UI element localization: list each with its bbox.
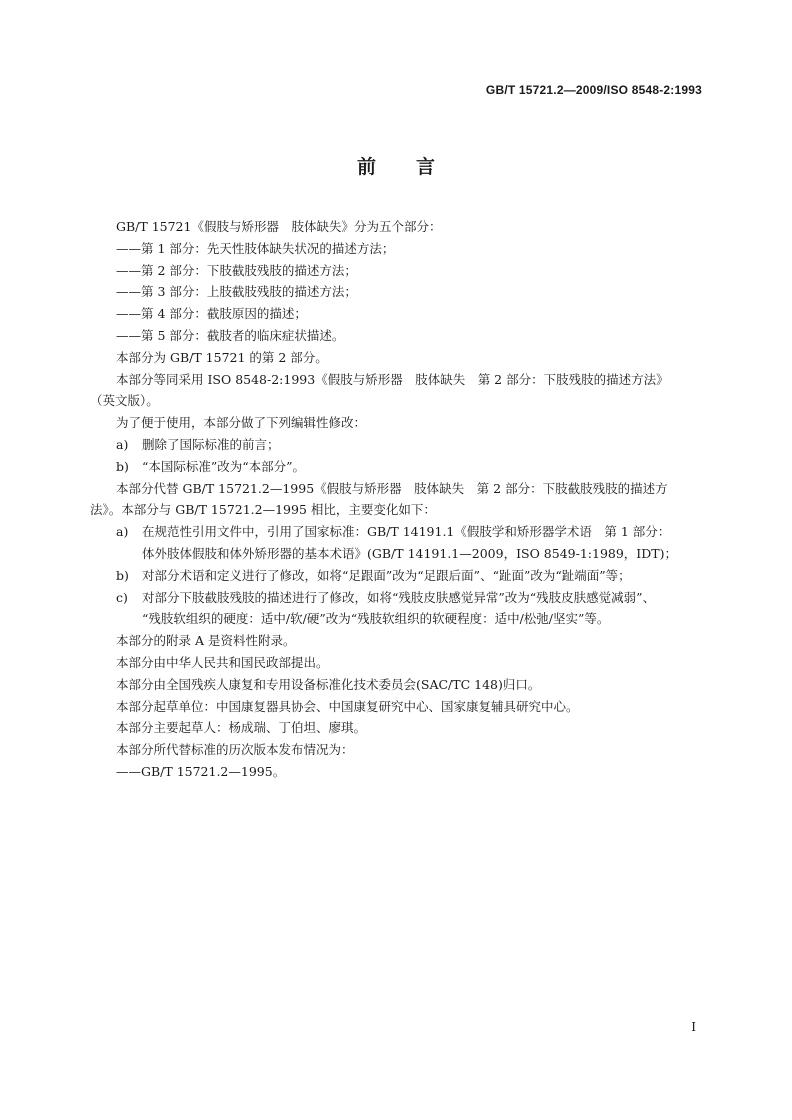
paragraph: 本部分所代替标准的历次版本发布情况为：: [116, 742, 354, 758]
paragraph: 本部分由中华人民共和国民政部提出。: [116, 654, 329, 670]
paragraph: 为了便于使用，本部分做了下列编辑性修改：: [116, 415, 367, 431]
list-marker: a): [116, 436, 129, 452]
foreword-body: [90, 216, 710, 783]
list-item-continuation: 体外肢体假肢和体外矫形器的基本术语》(GB/T 14191.1—2009，ISO 8549-1:1989，IDT)；: [142, 545, 677, 561]
list-item-text: 对部分下肢截肢残肢的描述进行了修改，如将“残肢皮肤感觉异常”改为“残肢皮肤感觉减弱”、: [142, 589, 656, 605]
list-item: ——第 3 部分：上肢截肢残肢的描述方法；: [116, 284, 357, 300]
list-marker: b): [116, 567, 129, 583]
list-item-text: 在规范性引用文件中，引用了国家标准：GB/T 14191.1《假肢学和矫形器学术语 第 1 部分：: [142, 524, 671, 540]
list-item: [90, 587, 710, 609]
list-item: ——第 4 部分：截肢原因的描述；: [116, 306, 307, 322]
standard-code-header: GB/T 15721.2—2009/ISO 8548-2:1993: [485, 83, 702, 97]
list-item: [90, 434, 710, 456]
paragraph: 本部分为 GB/T 15721 的第 2 部分。: [116, 349, 328, 365]
list-item: ——第 1 部分：先天性肢体缺失状况的描述方法；: [116, 240, 395, 256]
list-item-text: “本国际标准”改为“本部分”。: [142, 458, 306, 474]
paragraph: 本部分主要起草人：杨成瑞、丁伯坦、廖琪。: [116, 720, 367, 736]
list-marker: c): [116, 589, 128, 605]
paragraph: 本部分由全国残疾人康复和专用设备标准化技术委员会(SAC/TC 148)归口。: [116, 676, 541, 692]
list-marker: b): [116, 458, 129, 474]
list-item-text: 对部分术语和定义进行了修改，如将“足跟面”改为“足跟后面”、“趾面”改为“趾端面”等；: [142, 567, 631, 583]
list-item: ——GB/T 15721.2—1995。: [116, 763, 286, 779]
list-marker: a): [116, 524, 129, 540]
paragraph-continuation: 法》。本部分与 GB/T 15721.2—1995 相比，主要变化如下：: [90, 502, 436, 518]
list-item-continuation: “残肢软组织的硬度：适中/软/硬”改为“残肢软组织的软硬程度：适中/松弛/坚实”等。: [142, 611, 610, 627]
list-item: ——第 5 部分：截肢者的临床症状描述。: [116, 327, 345, 343]
paragraph: 本部分等同采用 ISO 8548-2:1993《假肢与矫形器 肢体缺失 第 2 部分：下肢残肢的描述方法》: [116, 371, 669, 387]
paragraph: 本部分的附录 A 是资料性附录。: [116, 633, 296, 649]
paragraph: 本部分起草单位：中国康复器具协会、中国康复研究中心、国家康复辅具研究中心。: [116, 698, 579, 714]
paragraph: 本部分代替 GB/T 15721.2—1995《假肢与矫形器 肢体缺失 第 2 部分：下肢截肢残肢的描述方: [116, 480, 668, 496]
list-item: [90, 565, 710, 587]
page-number: I: [691, 1020, 696, 1034]
list-item: [90, 456, 710, 478]
paragraph-continuation: （英文版）。: [90, 393, 159, 409]
list-item: ——第 2 部分：下肢截肢残肢的描述方法；: [116, 262, 357, 278]
paragraph: GB/T 15721《假肢与矫形器 肢体缺失》分为五个部分：: [116, 219, 442, 234]
list-item-text: 删除了国际标准的前言；: [142, 436, 280, 452]
page-title: 前言: [356, 156, 475, 178]
list-item: [90, 521, 710, 543]
